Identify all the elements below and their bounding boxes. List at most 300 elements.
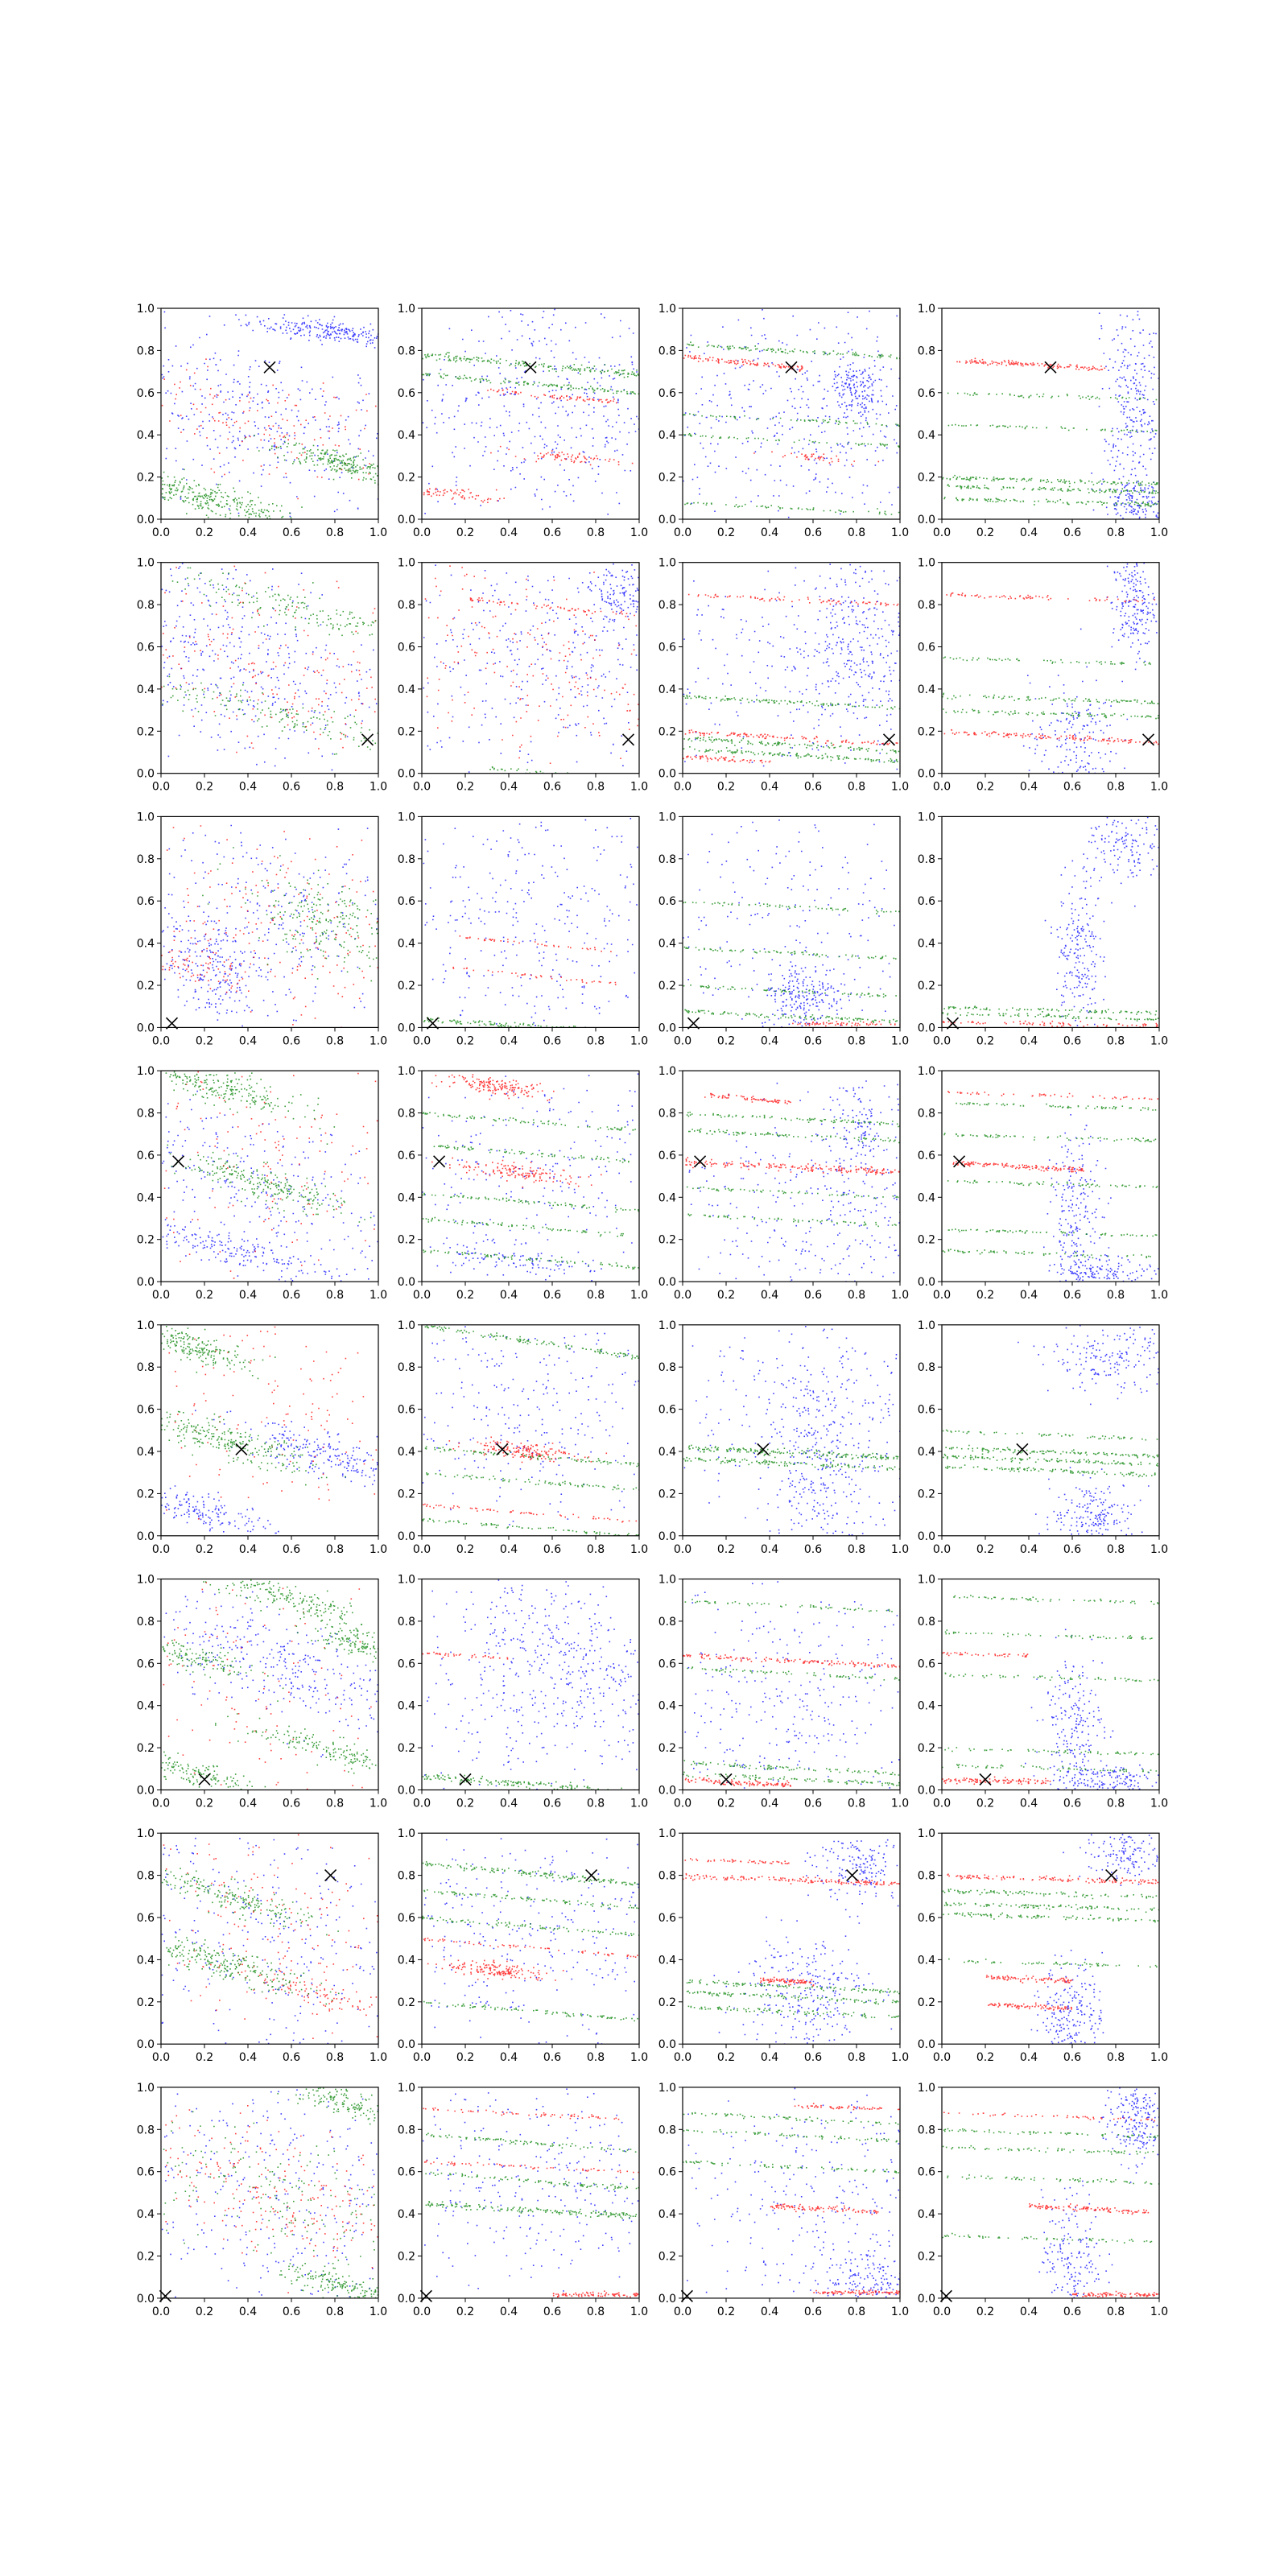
x-tick-label: 0.4 [760,2305,779,2318]
x-tick-label: 0.8 [325,780,345,794]
x-tick-label: 1.0 [630,2051,649,2065]
y-tick-label: 0.4 [658,1699,676,1713]
x-tick-label: 0.4 [1019,2305,1038,2318]
y-tick-label: 0.6 [136,1657,155,1671]
y-tick-label: 0.4 [136,937,155,951]
x-tick-label: 0.0 [932,2051,952,2065]
x-tick-label: 0.8 [325,526,345,539]
y-tick-label: 0.2 [136,1233,155,1247]
x-tick-label: 0.0 [932,2305,952,2318]
y-tick-label: 0.8 [136,2124,155,2137]
y-tick-label: 0.4 [917,1699,935,1713]
x-tick-label: 0.2 [195,1289,214,1302]
y-tick-label: 0.6 [397,895,415,909]
y-tick-label: 0.6 [658,1912,676,1925]
y-tick-label: 0.0 [136,2038,155,2052]
x-tick-label: 0.2 [195,1542,214,1556]
x-tick-label: 0.4 [238,1797,258,1810]
y-tick-label: 0.4 [917,1954,935,1967]
x-tick-label: 1.0 [630,2305,649,2318]
y-tick-label: 0.8 [917,2124,935,2137]
x-tick-label: 1.0 [1150,2305,1169,2318]
x-tick-label: 0.8 [847,780,866,794]
y-tick-label: 0.6 [136,641,155,654]
x-tick-label: 0.2 [456,1542,475,1556]
x-tick-label: 0.0 [412,1034,431,1048]
x-tick-label: 0.8 [586,780,605,794]
y-tick-label: 0.0 [917,2038,935,2052]
y-tick-label: 0.8 [917,1869,935,1883]
y-tick-label: 0.2 [136,2250,155,2264]
x-tick-label: 0.6 [282,526,301,539]
x-tick-label: 0.8 [325,1797,345,1810]
y-tick-label: 0.6 [917,386,935,400]
x-tick-label: 0.8 [1106,1034,1125,1048]
y-tick-label: 0.6 [397,1149,415,1162]
y-tick-label: 0.4 [658,683,676,696]
y-tick-label: 0.8 [397,1869,415,1883]
x-tick-label: 0.4 [1019,1034,1038,1048]
x-tick-label: 0.6 [803,2051,823,2065]
y-tick-label: 0.8 [136,345,155,358]
y-tick-label: 0.8 [397,1361,415,1375]
x-tick-label: 0.0 [932,1034,952,1048]
y-tick-label: 0.0 [397,2292,415,2306]
y-tick-label: 0.8 [136,1361,155,1375]
y-tick-label: 0.8 [136,1107,155,1121]
y-tick-label: 0.2 [397,1233,415,1247]
x-tick-label: 0.0 [412,2305,431,2318]
y-tick-label: 0.0 [397,767,415,781]
y-tick-label: 0.8 [397,1615,415,1629]
y-tick-label: 1.0 [136,1573,155,1587]
x-tick-label: 1.0 [1150,780,1169,794]
y-tick-label: 0.0 [917,1530,935,1543]
x-tick-label: 0.6 [543,526,562,539]
x-tick-label: 1.0 [890,2051,910,2065]
y-tick-label: 0.8 [397,852,415,866]
x-tick-label: 1.0 [1150,1034,1169,1048]
y-tick-label: 0.4 [658,2208,676,2222]
y-tick-label: 0.6 [658,386,676,400]
x-tick-label: 1.0 [1150,1542,1169,1556]
y-tick-label: 0.6 [917,1403,935,1417]
x-tick-label: 0.0 [412,526,431,539]
y-tick-label: 0.6 [397,1403,415,1417]
x-tick-label: 0.2 [716,1797,736,1810]
y-tick-label: 0.4 [658,1954,676,1967]
x-tick-label: 0.6 [543,2051,562,2065]
y-tick-label: 0.4 [397,1699,415,1713]
x-tick-label: 0.4 [760,1034,779,1048]
x-tick-label: 0.8 [1106,2305,1125,2318]
y-tick-label: 0.8 [917,852,935,866]
x-tick-label: 0.8 [1106,1542,1125,1556]
x-tick-label: 0.6 [543,1289,562,1302]
x-tick-label: 0.6 [1063,2305,1082,2318]
y-tick-label: 1.0 [658,1827,676,1841]
y-tick-label: 0.8 [658,1615,676,1629]
x-tick-label: 0.6 [1063,1542,1082,1556]
x-tick-label: 0.6 [803,1034,823,1048]
x-tick-label: 0.4 [1019,1542,1038,1556]
x-tick-label: 0.0 [412,1542,431,1556]
y-tick-label: 0.6 [658,2165,676,2179]
x-tick-label: 0.8 [847,2305,866,2318]
y-tick-label: 0.0 [658,1276,676,1290]
x-tick-label: 0.8 [847,1034,866,1048]
x-tick-label: 0.8 [586,526,605,539]
y-tick-label: 0.0 [917,1022,935,1035]
x-tick-label: 0.6 [803,1289,823,1302]
y-tick-label: 0.0 [397,1784,415,1798]
x-tick-label: 0.4 [1019,2051,1038,2065]
y-tick-label: 0.8 [658,599,676,613]
y-tick-label: 1.0 [397,556,415,570]
y-tick-label: 0.0 [658,1784,676,1798]
x-tick-label: 0.8 [1106,2051,1125,2065]
y-tick-label: 1.0 [917,2081,935,2095]
y-tick-label: 0.2 [658,2250,676,2264]
x-tick-label: 1.0 [369,1289,388,1302]
x-tick-label: 1.0 [630,1034,649,1048]
y-tick-label: 0.6 [136,895,155,909]
x-tick-label: 0.0 [932,1289,952,1302]
x-tick-label: 0.4 [1019,526,1038,539]
x-tick-label: 0.2 [976,526,995,539]
x-tick-label: 0.2 [716,2051,736,2065]
y-tick-label: 0.2 [136,1488,155,1501]
x-tick-label: 0.6 [803,1542,823,1556]
y-tick-label: 0.6 [658,1403,676,1417]
x-tick-label: 0.4 [760,2051,779,2065]
x-tick-label: 0.2 [456,2305,475,2318]
x-tick-label: 0.8 [847,2051,866,2065]
y-tick-label: 0.4 [397,1954,415,1967]
y-tick-label: 0.4 [136,1191,155,1205]
x-tick-label: 0.2 [716,1542,736,1556]
x-tick-label: 0.8 [586,1289,605,1302]
y-tick-label: 0.0 [136,1784,155,1798]
x-tick-label: 0.2 [195,780,214,794]
y-tick-label: 0.2 [917,1742,935,1756]
x-tick-label: 0.6 [1063,780,1082,794]
x-tick-label: 0.0 [673,1797,692,1810]
x-tick-label: 0.2 [716,780,736,794]
y-tick-label: 0.0 [397,514,415,526]
x-tick-label: 0.2 [716,526,736,539]
x-tick-label: 0.8 [325,1034,345,1048]
y-tick-label: 0.4 [136,429,155,443]
y-tick-label: 0.8 [658,1107,676,1121]
y-tick-label: 0.4 [397,2208,415,2222]
x-tick-label: 0.2 [456,1797,475,1810]
x-tick-label: 0.2 [195,2305,214,2318]
x-tick-label: 0.4 [238,2305,258,2318]
y-tick-label: 0.0 [397,1022,415,1035]
x-tick-label: 0.0 [673,780,692,794]
x-tick-label: 0.8 [586,1797,605,1810]
x-tick-label: 1.0 [890,2305,910,2318]
x-tick-label: 0.2 [976,780,995,794]
x-tick-label: 0.2 [195,526,214,539]
x-tick-label: 0.2 [976,1289,995,1302]
y-tick-label: 0.8 [397,1107,415,1121]
y-tick-label: 0.6 [917,1912,935,1925]
y-tick-label: 0.0 [917,514,935,526]
y-tick-label: 1.0 [136,556,155,570]
x-tick-label: 0.8 [847,526,866,539]
x-tick-label: 0.6 [282,1797,301,1810]
x-tick-label: 0.8 [586,2305,605,2318]
x-tick-label: 1.0 [890,1542,910,1556]
x-tick-label: 0.0 [673,1289,692,1302]
y-tick-label: 0.8 [136,1615,155,1629]
y-tick-label: 1.0 [136,2081,155,2095]
y-tick-label: 0.4 [136,683,155,696]
y-tick-label: 0.6 [917,2165,935,2179]
x-tick-label: 0.4 [499,780,518,794]
y-tick-label: 1.0 [917,1573,935,1587]
x-tick-label: 1.0 [890,1034,910,1048]
y-tick-label: 0.8 [136,1869,155,1883]
y-tick-label: 0.8 [397,2124,415,2137]
y-tick-label: 1.0 [136,1827,155,1841]
x-tick-label: 0.6 [803,526,823,539]
y-tick-label: 0.0 [917,2292,935,2306]
y-tick-label: 1.0 [397,303,415,316]
x-tick-label: 0.4 [499,1797,518,1810]
x-tick-label: 0.6 [1063,1034,1082,1048]
x-tick-label: 1.0 [369,2051,388,2065]
y-tick-label: 1.0 [658,2081,676,2095]
y-tick-label: 0.2 [917,1996,935,2009]
x-tick-label: 0.6 [543,1797,562,1810]
y-tick-label: 0.2 [658,980,676,993]
y-tick-label: 0.6 [658,1149,676,1162]
y-tick-label: 0.6 [397,641,415,654]
y-tick-label: 0.2 [136,725,155,739]
y-tick-label: 0.4 [136,1446,155,1459]
x-tick-label: 0.0 [412,2051,431,2065]
x-tick-label: 0.0 [412,780,431,794]
y-tick-label: 0.2 [397,725,415,739]
y-tick-label: 0.6 [917,1149,935,1162]
x-tick-label: 0.2 [976,2051,995,2065]
x-tick-label: 1.0 [630,780,649,794]
y-tick-label: 0.8 [917,1107,935,1121]
x-tick-label: 0.4 [499,1542,518,1556]
y-tick-label: 1.0 [397,1573,415,1587]
y-tick-label: 0.2 [917,1233,935,1247]
y-tick-label: 0.0 [917,1276,935,1290]
y-tick-label: 0.6 [917,1657,935,1671]
y-tick-label: 1.0 [397,811,415,824]
y-tick-label: 0.8 [917,1361,935,1375]
y-tick-label: 0.2 [917,980,935,993]
y-tick-label: 0.8 [917,599,935,613]
y-tick-label: 0.6 [397,2165,415,2179]
y-tick-label: 1.0 [136,1319,155,1332]
x-tick-label: 0.6 [543,2305,562,2318]
y-tick-label: 0.4 [917,429,935,443]
x-tick-label: 0.8 [325,1542,345,1556]
x-tick-label: 0.6 [1063,526,1082,539]
y-tick-label: 1.0 [397,1065,415,1079]
x-tick-label: 0.0 [932,780,952,794]
x-tick-label: 0.4 [760,780,779,794]
x-tick-label: 1.0 [890,780,910,794]
x-tick-label: 1.0 [1150,2051,1169,2065]
y-tick-label: 0.8 [658,2124,676,2137]
y-tick-label: 0.4 [917,683,935,696]
x-tick-label: 0.2 [456,780,475,794]
x-tick-label: 0.6 [282,1289,301,1302]
x-tick-label: 0.4 [499,1289,518,1302]
y-tick-label: 0.4 [397,937,415,951]
x-tick-label: 1.0 [369,780,388,794]
y-tick-label: 0.6 [136,1403,155,1417]
x-tick-label: 1.0 [1150,1289,1169,1302]
x-tick-label: 0.4 [499,2305,518,2318]
x-tick-label: 0.0 [412,1289,431,1302]
x-tick-label: 1.0 [369,526,388,539]
x-tick-label: 0.2 [195,1034,214,1048]
y-tick-label: 0.2 [136,1742,155,1756]
x-tick-label: 0.6 [543,1034,562,1048]
x-tick-label: 1.0 [369,1034,388,1048]
x-tick-label: 0.0 [932,1797,952,1810]
x-tick-label: 0.8 [586,1542,605,1556]
x-tick-label: 0.6 [1063,1797,1082,1810]
y-tick-label: 1.0 [136,1065,155,1079]
y-tick-label: 0.4 [658,429,676,443]
x-tick-label: 0.2 [716,1034,736,1048]
x-tick-label: 0.2 [976,1542,995,1556]
x-tick-label: 0.8 [325,2051,345,2065]
x-tick-label: 0.0 [932,526,952,539]
y-tick-label: 0.6 [658,1657,676,1671]
y-tick-label: 0.2 [658,1742,676,1756]
x-tick-label: 0.8 [847,1797,866,1810]
x-tick-label: 1.0 [630,1542,649,1556]
x-tick-label: 0.0 [151,2305,171,2318]
y-tick-label: 1.0 [917,1827,935,1841]
x-tick-label: 0.2 [716,1289,736,1302]
x-tick-label: 0.8 [586,2051,605,2065]
y-tick-label: 1.0 [136,303,155,316]
y-tick-label: 0.4 [917,2208,935,2222]
x-tick-label: 0.4 [760,526,779,539]
y-tick-label: 0.8 [397,599,415,613]
y-tick-label: 0.4 [136,2208,155,2222]
y-tick-label: 1.0 [658,556,676,570]
x-tick-label: 0.8 [1106,780,1125,794]
x-tick-label: 0.0 [151,1289,171,1302]
x-tick-label: 1.0 [890,526,910,539]
y-tick-label: 0.0 [136,2292,155,2306]
x-tick-label: 0.0 [151,526,171,539]
y-tick-label: 0.2 [658,1488,676,1501]
x-tick-label: 1.0 [630,1289,649,1302]
x-tick-label: 0.0 [673,2051,692,2065]
y-tick-label: 0.2 [658,471,676,485]
y-tick-label: 0.0 [136,514,155,526]
y-tick-label: 0.2 [397,980,415,993]
x-tick-label: 0.4 [238,1542,258,1556]
x-tick-label: 0.8 [847,1289,866,1302]
x-tick-label: 0.6 [282,780,301,794]
x-tick-label: 0.4 [238,780,258,794]
y-tick-label: 0.2 [397,1996,415,2009]
y-tick-label: 0.6 [136,2165,155,2179]
x-tick-label: 0.4 [1019,1797,1038,1810]
y-tick-label: 1.0 [136,811,155,824]
y-tick-label: 0.4 [658,1191,676,1205]
y-tick-label: 0.4 [397,683,415,696]
y-tick-label: 0.2 [917,725,935,739]
y-tick-label: 0.2 [397,1488,415,1501]
y-tick-label: 0.0 [658,2292,676,2306]
x-tick-label: 0.0 [151,1797,171,1810]
x-tick-label: 0.6 [803,780,823,794]
y-tick-label: 0.8 [658,345,676,358]
y-tick-label: 0.6 [397,386,415,400]
x-tick-label: 0.2 [456,526,475,539]
y-tick-label: 0.4 [397,429,415,443]
y-tick-label: 0.2 [658,725,676,739]
y-tick-label: 0.2 [136,1996,155,2009]
y-tick-label: 0.6 [136,386,155,400]
y-tick-label: 0.0 [917,1784,935,1798]
x-tick-label: 0.2 [195,2051,214,2065]
y-tick-label: 0.4 [917,937,935,951]
x-tick-label: 0.8 [1106,1797,1125,1810]
y-tick-label: 0.0 [136,1276,155,1290]
y-tick-label: 0.0 [136,1530,155,1543]
x-tick-label: 0.4 [760,1542,779,1556]
x-tick-label: 1.0 [1150,1797,1169,1810]
y-tick-label: 0.8 [136,599,155,613]
x-tick-label: 0.4 [1019,780,1038,794]
x-tick-label: 1.0 [890,1289,910,1302]
y-tick-label: 1.0 [917,1065,935,1079]
y-tick-label: 0.0 [397,1276,415,1290]
y-tick-label: 1.0 [658,811,676,824]
y-tick-label: 0.2 [658,1996,676,2009]
x-tick-label: 0.4 [238,1034,258,1048]
y-tick-label: 0.6 [136,1912,155,1925]
y-tick-label: 0.8 [917,1615,935,1629]
x-tick-label: 0.4 [760,1797,779,1810]
y-tick-label: 0.0 [658,1022,676,1035]
x-tick-label: 0.2 [976,2305,995,2318]
x-tick-label: 0.2 [456,2051,475,2065]
y-tick-label: 0.2 [397,1742,415,1756]
y-tick-label: 0.0 [136,767,155,781]
x-tick-label: 1.0 [890,1797,910,1810]
x-tick-label: 0.6 [543,1542,562,1556]
y-tick-label: 0.0 [397,2038,415,2052]
x-tick-label: 0.0 [673,526,692,539]
y-tick-label: 0.2 [136,980,155,993]
x-tick-label: 0.4 [238,1289,258,1302]
x-tick-label: 0.6 [282,2305,301,2318]
y-tick-label: 0.8 [917,345,935,358]
y-tick-label: 1.0 [397,2081,415,2095]
y-tick-label: 1.0 [917,303,935,316]
y-tick-label: 0.0 [658,1530,676,1543]
